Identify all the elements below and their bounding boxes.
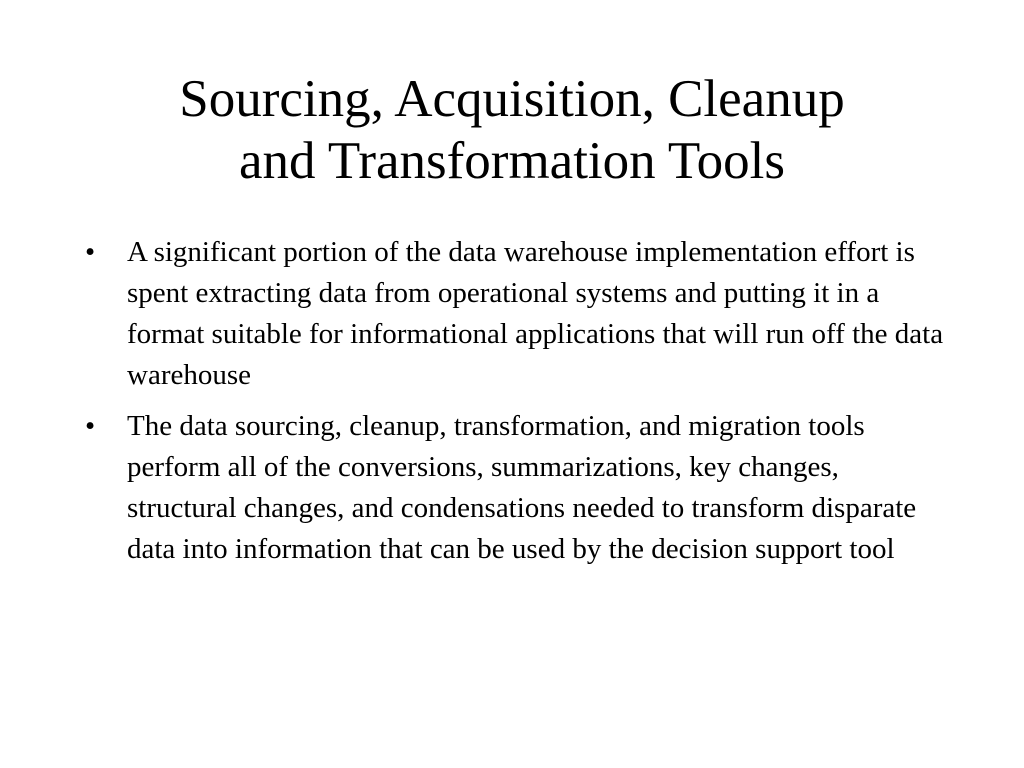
bullet-list <box>85 232 955 580</box>
slide-title-line: and Transformation Tools <box>239 132 785 190</box>
bullet-marker: • <box>85 236 96 268</box>
slide-title-line: Sourcing, Acquisition, Cleanup <box>179 70 845 128</box>
bullet-marker: • <box>85 410 96 442</box>
bullet-item <box>85 406 955 570</box>
bullet-text: A significant portion of the data warehouse implementation effort is spent extracting data from operational systems and putting it in a format suitable for informational applications that will run off the data warehouse <box>127 236 944 391</box>
bullet-item <box>85 232 955 396</box>
slide-title <box>60 68 964 192</box>
bullet-text: The data sourcing, cleanup, transformation, and migration tools perform all of the conversions, summarizations, key changes, structural changes, and condensations needed to transform disparate data into information that can be used by the decision support tool <box>127 410 917 565</box>
